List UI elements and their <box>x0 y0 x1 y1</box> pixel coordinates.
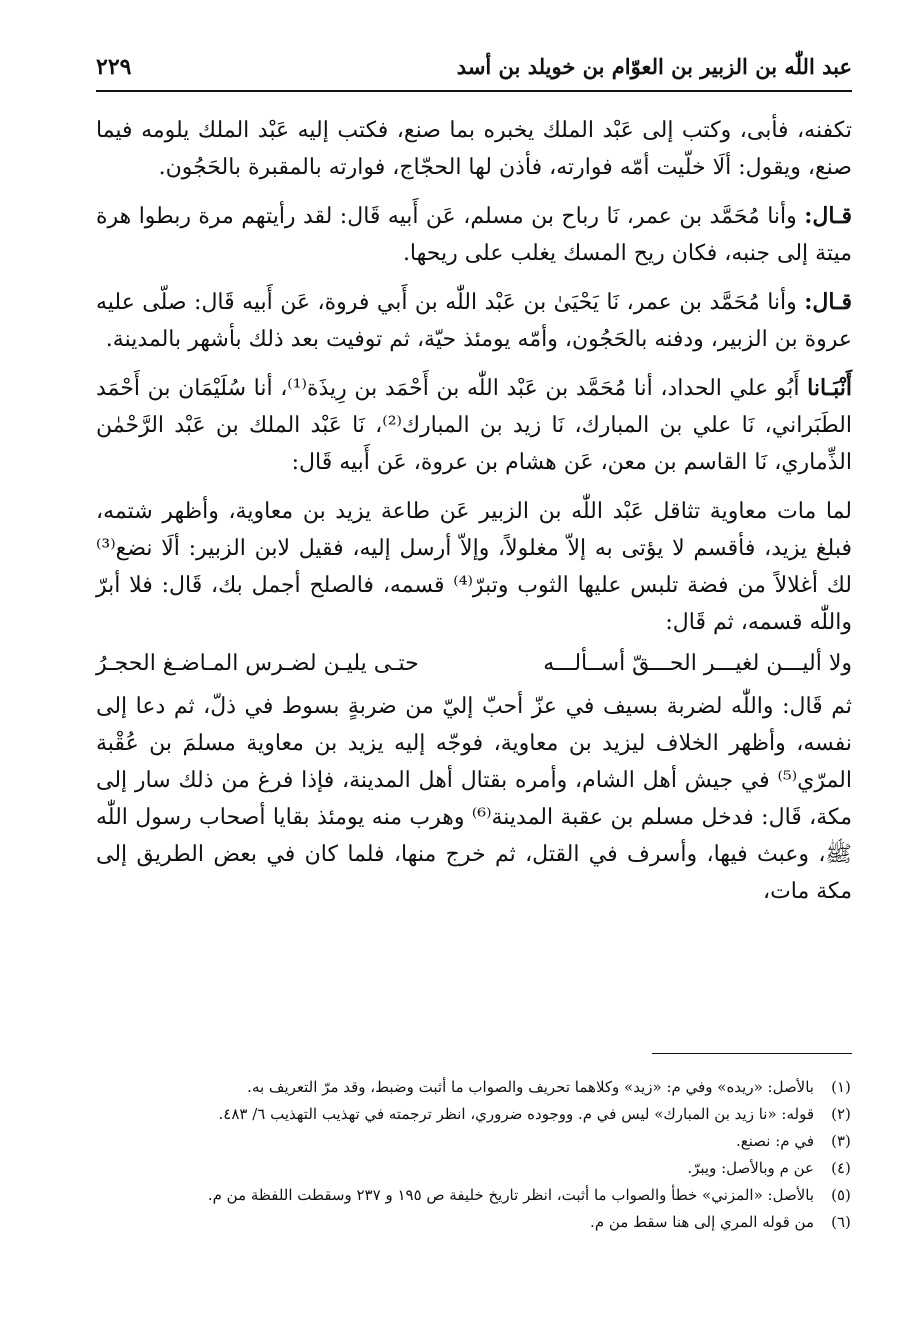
paragraph-2 <box>96 198 852 272</box>
paragraph-text: أَبُو علي الحداد، أنا مُحَمَّد بن عَبْد اللّٰه بن أَحْمَد بن رِيذَة⁽¹⁾، أنا سُلَيْمَان بن أَحْمَد الطَبَراني، نَا علي بن المبارك، نَا زيد بن المبارك⁽²⁾، نَا عَبْد الملك بن عَبْد الرَّحْمٰن الذِّماري، نَا القاسم بن معن، عَن هشام بن عروة، عَن أَبيه قَال: <box>96 376 852 475</box>
footnote-text: بالأصل: «ريده» وفي م: «زيد» وكلاهما تحريف والصواب ما أثبت وضبط، وقد مرّ التعريف به. <box>247 1078 814 1096</box>
poetry-verse <box>96 645 852 682</box>
verse-second-hemistich: حتـى يليـن لضـرس المـاضـغ الحجـرُ <box>96 651 419 676</box>
footnote-text: من قوله المري إلى هنا سقط من م. <box>590 1213 814 1231</box>
footnote-item <box>96 1182 856 1209</box>
paragraph-4 <box>96 370 852 481</box>
footnote-item <box>96 1074 856 1101</box>
footnote-text: بالأصل: «المزني» خطأ والصواب ما أثبت، انظر تاريخ خليفة ص ١٩٥ و ٢٣٧ وسقطت اللفظة من م. <box>207 1186 814 1204</box>
paragraph-text: وأنا مُحَمَّد بن عمر، نَا رباح بن مسلم، عَن أَبيه قَال: لقد رأيتهم مرة ربطوا هرة ميتة إلى جنبه، فكان ريح المسك يغلب على ريحها. <box>96 204 852 266</box>
footnote-text: قوله: «نا زيد بن المبارك» ليس في م. ووجوده ضروري، انظر ترجمته في تهذيب التهذيب ٦/ ٤٨٣. <box>218 1105 814 1123</box>
footnote-number: (٥) <box>831 1186 851 1204</box>
footnote-item <box>96 1101 856 1128</box>
paragraph-5: لما مات معاوية تثاقل عَبْد اللّٰه بن الزبير عَن طاعة يزيد بن معاوية، وأظهر شتمه، فبلغ يزيد، فأقسم لا يؤتى به إلاّ مغلولاً، وإلاّ أرسل إليه، فقيل لابن الزبير: ألَا نضع⁽³⁾ لك أغلالاً من فضة تلبس عليها الثوب وتبرّ⁽⁴⁾ قسمه، فالصلح أجمل بك، قَال: فلا أبرّ واللّٰه قسمه، ثم قَال: <box>96 499 852 635</box>
paragraph-text: وأنا مُحَمَّد بن عمر، نَا يَحْيَىٰ بن عَبْد اللّٰه بن أَبي فروة، عَن أَبيه قَال: صلّى عليه عروة بن الزبير، ودفنه بالحَجُون، وأمّه يومئذ حيّة، ثم توفيت بعد ذلك بأشهر بالمدينة. <box>96 290 852 352</box>
paragraph-3 <box>96 284 852 358</box>
paragraph-lead-word: قـال: <box>804 203 852 229</box>
main-text <box>96 112 852 922</box>
footnote-number: (٣) <box>831 1132 851 1150</box>
footnotes <box>96 1074 856 1236</box>
page-header <box>96 50 852 92</box>
footnote-number: (٤) <box>831 1159 851 1177</box>
paragraph-lead-word: أَنْبَـانا <box>807 375 852 401</box>
footnote-text: في م: نصنع. <box>735 1132 814 1150</box>
paragraph-6: ثم قَال: واللّٰه لضربة بسيف في عزّ أحبّ إليّ من ضربةٍ بسوط في ذلّ، ثم دعا إلى نفسه، وأظهر الخلاف ليزيد بن معاوية، فوجّه إليه يزيد بن معاوية مسلمَ بن عُقْبة المرّي⁽⁵⁾ في جيش أهل الشام، وأمره بقتال أهل المدينة، فإذا فرغ من ذلك سار إلى مكة، قَال: فدخل مسلم بن عقبة المدينة⁽⁶⁾ وهرب منه يومئذ بقايا أصحاب رسول اللّٰه ﷺ، وعبث فيها، وأسرف في القتل، ثم خرج منها، فلما كان في بعض الطريق إلى مكة مات، <box>96 694 852 904</box>
paragraph-1: تكفنه، فأبى، وكتب إلى عَبْد الملك يخبره بما صنع، فكتب إليه عَبْد الملك يلومه فيما صنع، ويقول: ألَا خلّيت أمّه فوارته، فأذن لها الحجّاج، فوارته بالمقبرة بالحَجُون. <box>96 118 852 180</box>
verse-first-hemistich: ولا أليـــن لغيـــر الحـــقّ أســألـــه <box>543 651 852 676</box>
footnote-item <box>96 1155 856 1182</box>
running-title: عبد اللّٰه بن الزبير بن العوّام بن خويلد بن أسد <box>456 54 852 79</box>
footnote-number: (٦) <box>831 1213 851 1231</box>
footnote-divider <box>652 1053 852 1054</box>
footnote-text: عن م وبالأصل: ويبرّ. <box>687 1159 814 1177</box>
footnote-number: (١) <box>831 1078 851 1096</box>
footnote-item <box>96 1128 856 1155</box>
page-number: ٢٢٩ <box>96 54 132 80</box>
paragraph-lead-word: قـال: <box>804 289 852 315</box>
footnote-item <box>96 1209 856 1236</box>
footnote-number: (٢) <box>831 1105 851 1123</box>
